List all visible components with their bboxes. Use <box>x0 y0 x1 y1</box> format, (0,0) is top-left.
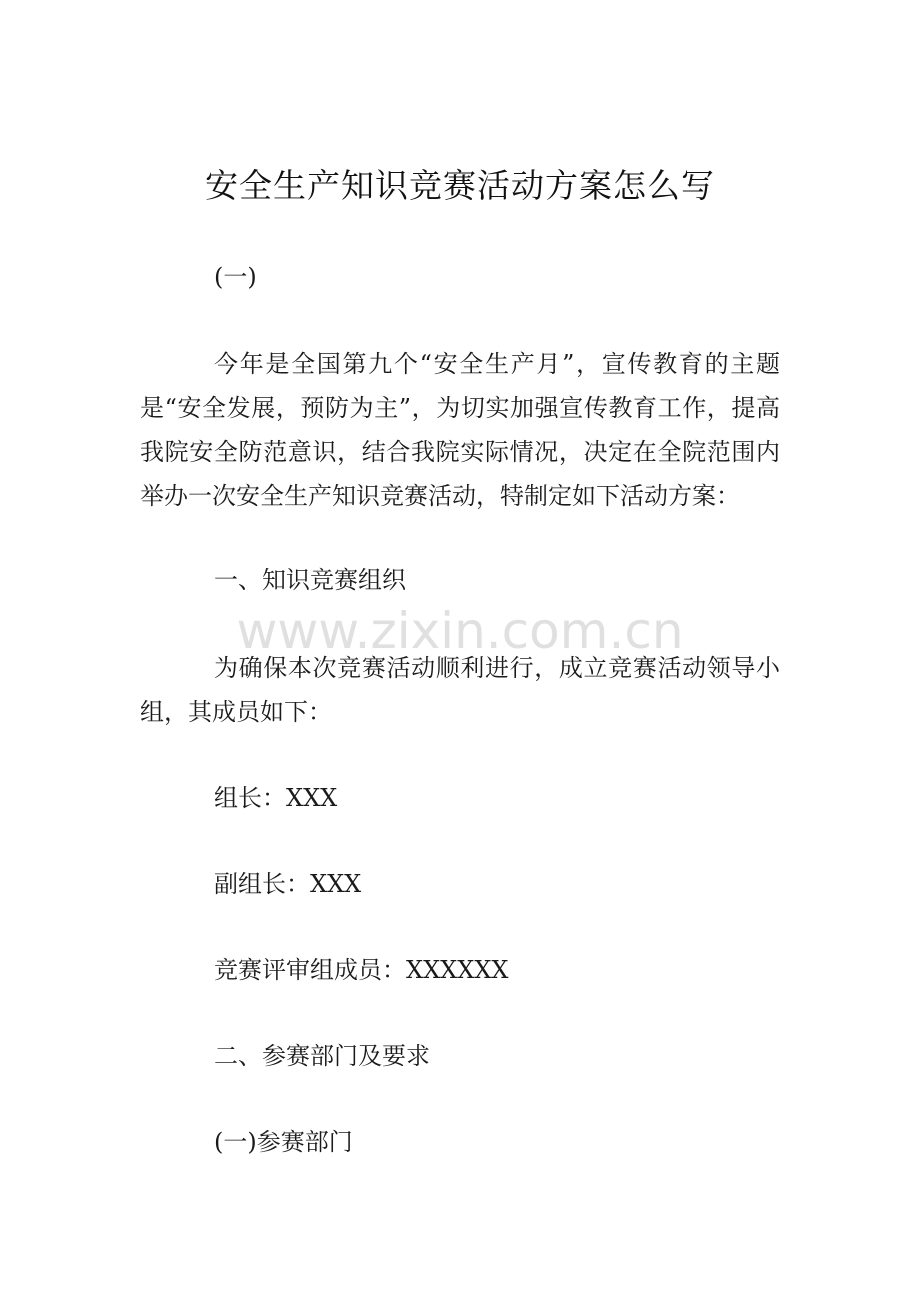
group-leader-line: 组长：XXX <box>214 784 338 812</box>
leadership-group-paragraph: 为确保本次竞赛活动顺利进行，成立竞赛活动领导小组，其成员如下： <box>140 654 780 726</box>
section-marker: (一) <box>214 263 257 291</box>
heading-participants-requirements: 二、参赛部门及要求 <box>214 1042 430 1070</box>
document-title: 安全生产知识竞赛活动方案怎么写 <box>205 166 715 205</box>
deputy-leader-line: 副组长：XXX <box>214 870 362 898</box>
watermark: www.zixin.com.cn <box>236 602 684 660</box>
review-members-line: 竞赛评审组成员：XXXXXX <box>214 956 509 984</box>
heading-competition-organization: 一、知识竞赛组织 <box>214 566 406 594</box>
intro-paragraph: 今年是全国第九个“安全生产月”，宣传教育的主题是“安全发展，预防为主”，为切实加强宣传教育工作，提高我院安全防范意识，结合我院实际情况，决定在全院范围内举办一次安全生产知识竞赛活动，特制定如下活动方案： <box>140 350 780 510</box>
subheading-participating-departments: (一)参赛部门 <box>214 1128 353 1156</box>
